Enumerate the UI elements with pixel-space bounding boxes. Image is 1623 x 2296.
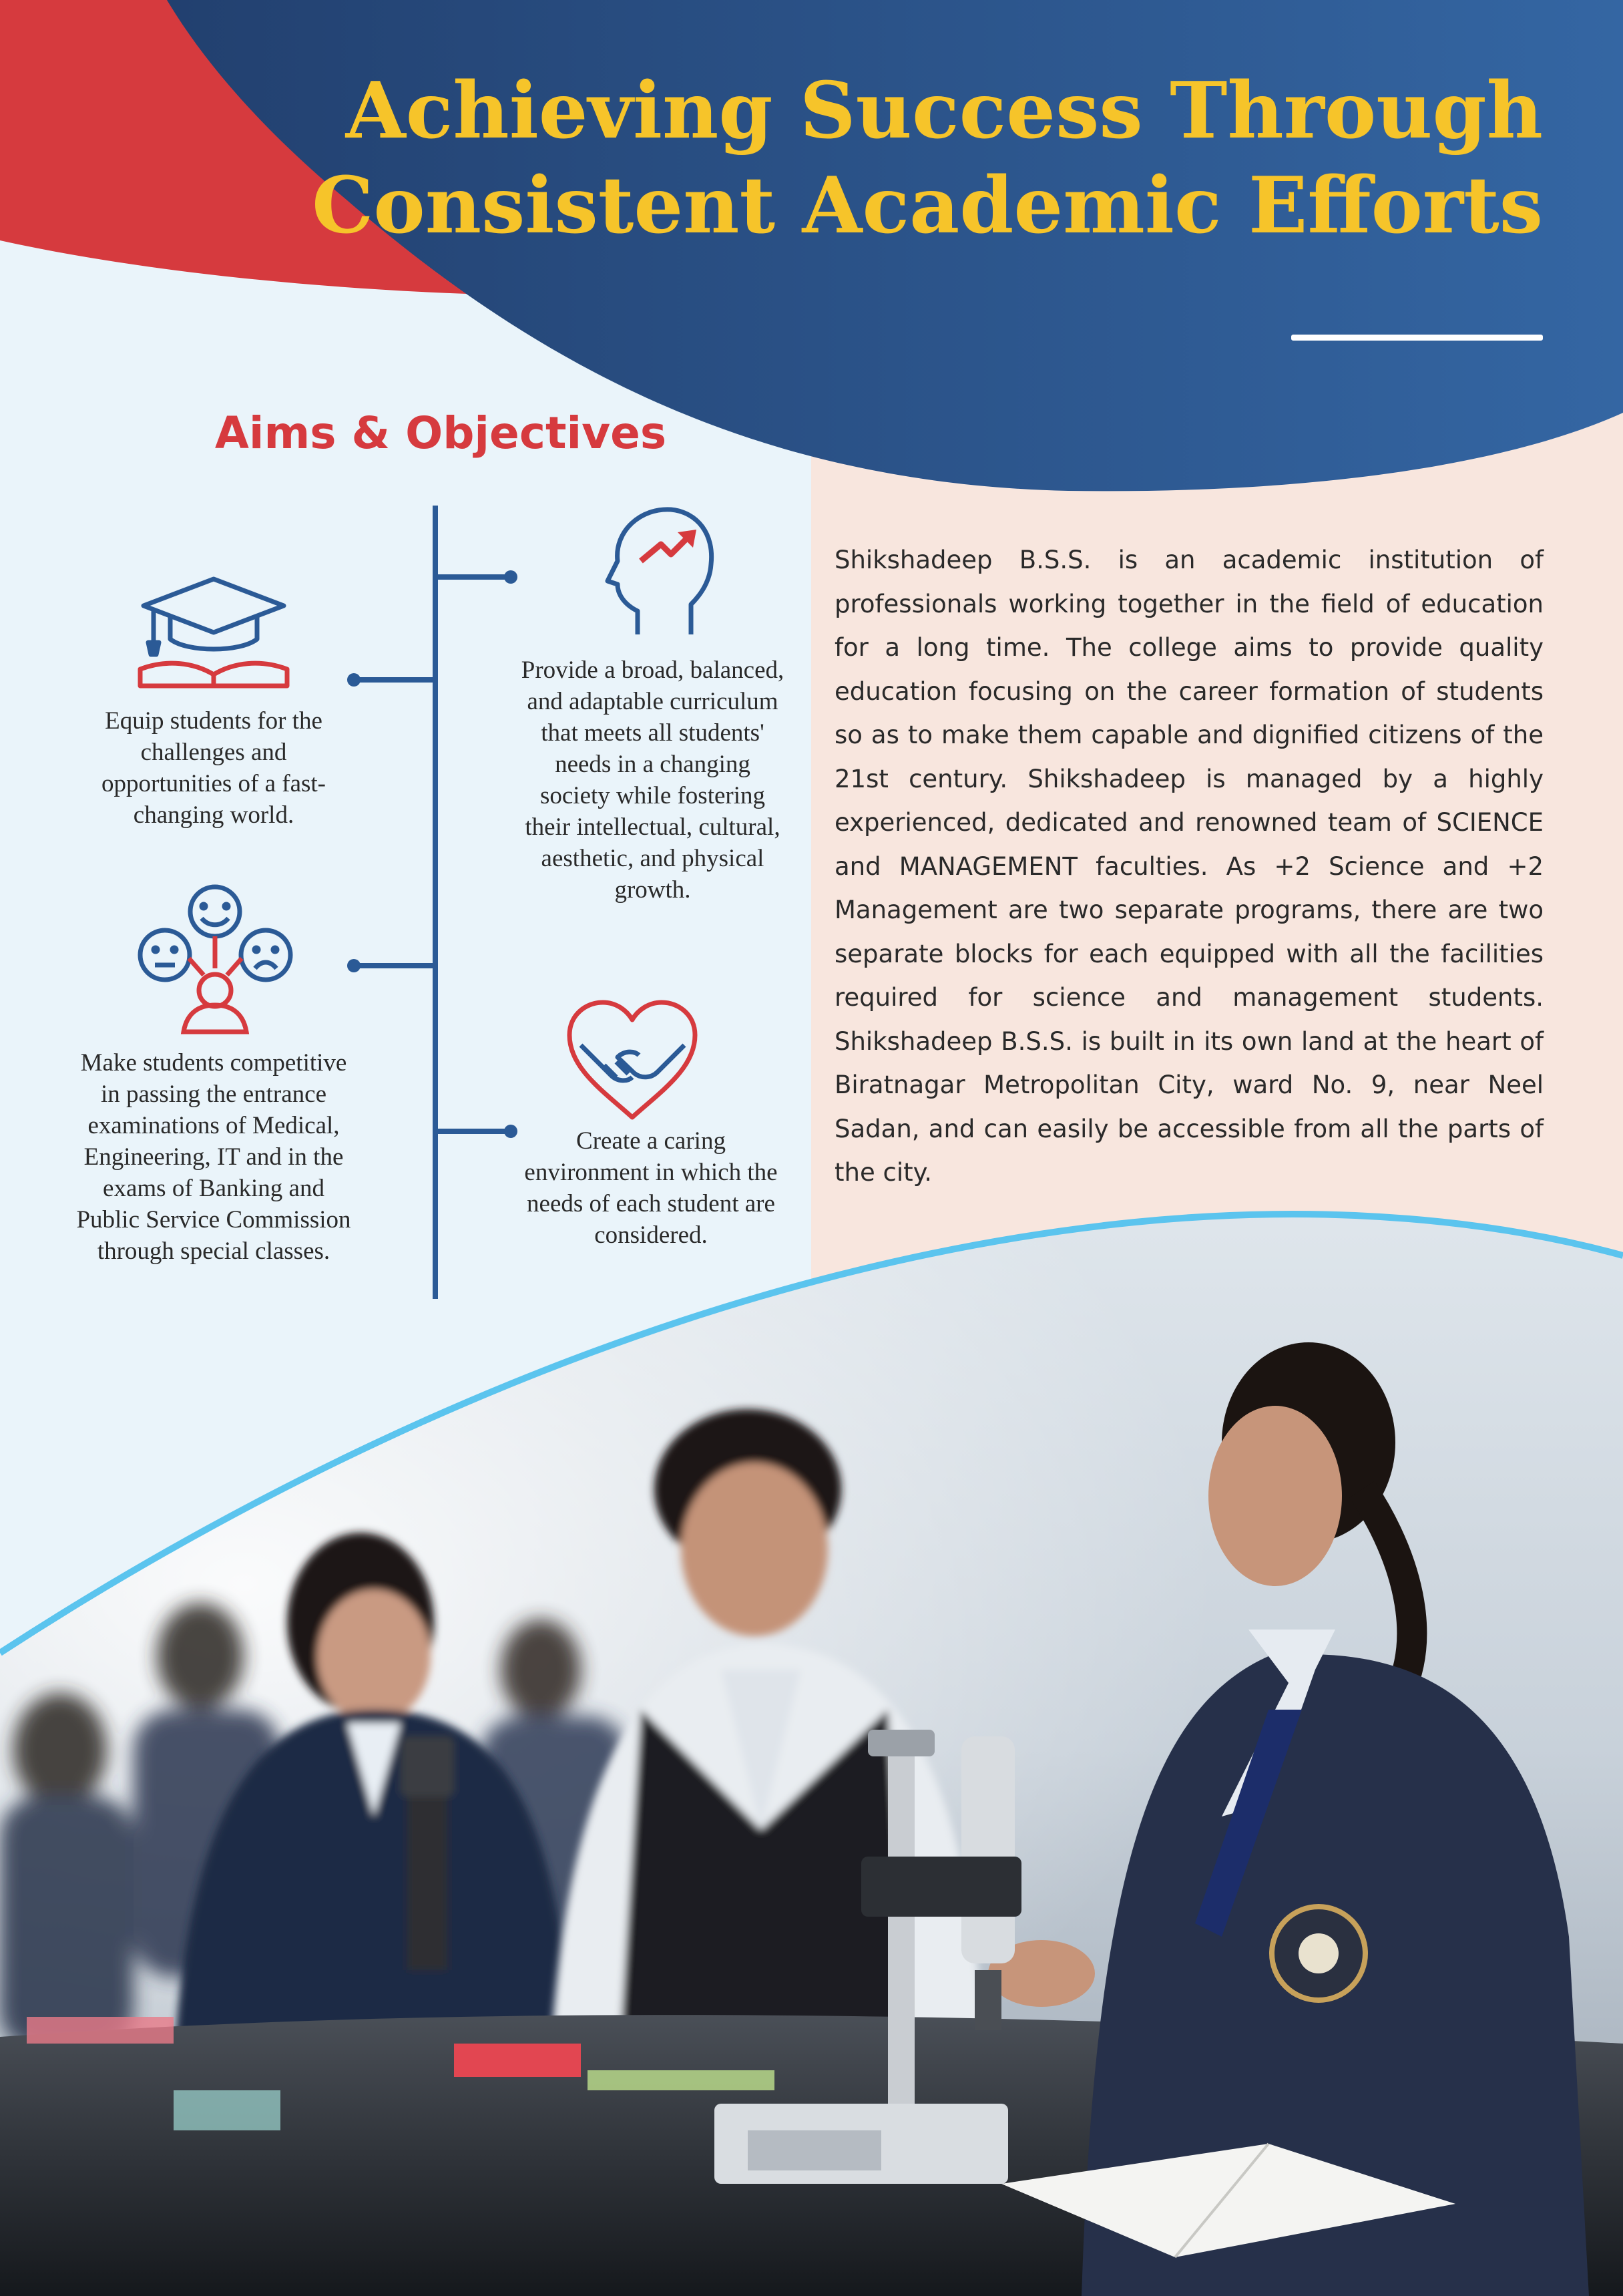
title-underline: [1291, 335, 1543, 341]
aim-text-2: Provide a broad, balanced, and adaptable curriculum that meets all students' needs in a changing society while fostering their intellectual, cultural, aesthetic, and physical growth.: [521, 656, 784, 904]
student-emotions-icon: [137, 882, 294, 1035]
aim-text-3: Make students competitive in passing the entrance examinations of Medical, Engineering, IT and in the exams of Banking and Public Service Commission through special classes.: [76, 1049, 351, 1265]
heart-handshake-icon: [564, 998, 701, 1122]
aim-text-1: Equip students for the challenges and opportunities of a fast-changing world.: [101, 707, 326, 829]
page-title-line-2: Consistent Academic Efforts: [312, 160, 1543, 251]
aim-text-4: Create a caring environment in which the needs of each student are considered.: [524, 1127, 778, 1249]
graduation-cap-book-icon: [134, 569, 294, 693]
page-title-line-1: Achieving Success Through: [345, 65, 1543, 156]
page-title: [208, 63, 1543, 253]
aims-heading: Aims & Objectives: [214, 407, 667, 459]
about-paragraph: Shikshadeep B.S.S. is an academic institution of professionals working together in the field of education for a long time. The college aims to provide quality education focusing on the career formation of students so as to make them capable and dignified citizens of the 21st century. Shikshadeep is managed by a highly experienced, dedicated and renowned team of SCIENCE and MANAGEMENT faculties. As +2 Science and +2 Management are two separate programs, there are two separate blocks for each equipped with all the facilities required for science and management students. Shikshadeep B.S.S. is built in its own land at the heart of Biratnagar Metropolitan City, ward No. 9, near Neel Sadan, and can easily be accessible from all the parts of the city.: [835, 546, 1544, 1187]
head-growth-arrow-icon: [598, 504, 718, 638]
